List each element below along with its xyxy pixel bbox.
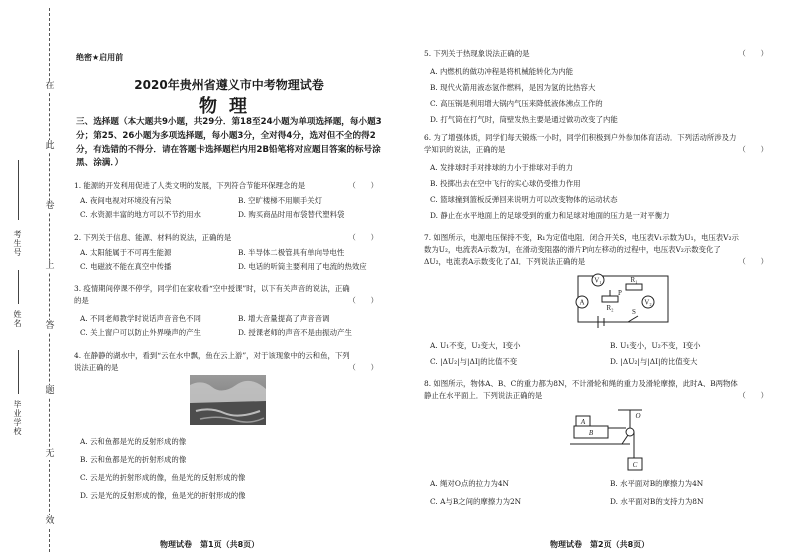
question-stem: 5. 下列关于热现象说法正确的是 — [424, 49, 530, 58]
option-c: C. 高压锅是利用增大锅内气压来降低液体沸点工作的 — [430, 99, 603, 108]
option-b: B. 投掷出去在空中飞行的实心球仍受推力作用 — [430, 179, 581, 188]
answer-paren: （ ） — [738, 49, 768, 58]
question-stem: 6. 为了增强体质，同学们每天锻炼一小时，同学们积极到户外参加体育活动．下列活动所涉及力学知识的说法，正确的是 — [424, 133, 737, 154]
question-8 — [424, 378, 776, 402]
question-stem: 8. 如图所示，物体A、B、C的重力都为8N，不计滑轮和绳的重力及滑轮摩擦，此时A、B两物体静止在水平面上．下列说法正确的是 — [424, 379, 738, 400]
option-c: C. 电磁波不能在真空中传播 — [80, 262, 172, 271]
option-d: D. 电话的听筒主要利用了电流的热效应 — [238, 262, 367, 271]
page-footer: 物理试卷 第1页（共8页） — [160, 540, 260, 549]
question-8-options — [424, 478, 776, 508]
circuit-label: P — [618, 289, 622, 297]
option-d: D. 授课老师的声音不是由振动产生 — [238, 328, 352, 337]
answer-paren: （ ） — [348, 296, 378, 305]
option-b: B. 水平面对B的摩擦力为4N — [610, 479, 704, 488]
pulley-label: B — [588, 429, 594, 437]
answer-paren: （ ） — [738, 145, 768, 154]
option-d: D. 打气筒在打气时，筒壁发热主要是通过做功改变了内能 — [430, 115, 618, 124]
field-line — [18, 350, 19, 394]
question-stem: 2. 下列关于信息、能源、材料的说法，正确的是 — [74, 233, 232, 242]
circuit-diagram — [568, 272, 678, 328]
binding-char: 效 — [45, 516, 55, 526]
option-d: D. 静止在水平地面上的足球受到的重力和足球对地面的压力是一对平衡力 — [430, 211, 670, 220]
option-a: A. U₁不变，U₂变大，I变小 — [430, 341, 521, 350]
question-3 — [74, 283, 386, 337]
answer-paren: （ ） — [348, 233, 378, 242]
circuit-label: R₁ — [630, 276, 638, 284]
option-b: B. 空旷楼梯不用顺手关灯 — [238, 196, 323, 205]
option-a: A. 内燃机的做功冲程是将机械能转化为内能 — [430, 67, 574, 76]
page-2 — [420, 0, 776, 560]
option-b: B. 云和鱼都是光的折射形成的像 — [80, 455, 187, 464]
option-d: D. 云是光的反射形成的像，鱼是光的折射形成的像 — [80, 491, 246, 500]
question-2 — [74, 232, 386, 274]
question-4 — [74, 350, 386, 374]
option-d: D. 水平面对B的支持力为8N — [610, 497, 704, 506]
option-c: C. |ΔU₂|与|ΔI|的比值不变 — [430, 357, 518, 366]
option-b: B. 半导体二极管具有单向导电性 — [238, 248, 345, 257]
question-7 — [424, 232, 776, 268]
answer-paren: （ ） — [348, 181, 378, 190]
field-line — [18, 160, 19, 220]
field-name: 姓名 — [13, 310, 22, 328]
binding-margin — [0, 0, 66, 560]
question-4-options — [74, 436, 386, 500]
question-1 — [74, 180, 386, 222]
binding-char: 上 — [45, 261, 55, 271]
option-b: B. 增大音量提高了声音音调 — [238, 314, 330, 323]
circuit-label: S — [632, 308, 636, 316]
pulley-label: A — [580, 418, 586, 426]
circuit-label: R₂ — [606, 304, 614, 312]
pulley-label: C — [632, 461, 638, 469]
lake-photo — [190, 375, 266, 425]
option-b: B. 现代火箭用液态氢作燃料，是因为氢的比热容大 — [430, 83, 596, 92]
option-c: C. 关上窗户可以防止外界噪声的产生 — [80, 328, 201, 337]
page-footer: 物理试卷 第2页（共8页） — [550, 540, 650, 549]
option-a: A. 太阳能属于不可再生能源 — [80, 248, 172, 257]
field-candidate-number: 考生号 — [13, 230, 22, 257]
answer-paren: （ ） — [738, 257, 768, 266]
circuit-label: V₂ — [644, 298, 652, 307]
binding-char: 答 — [45, 321, 55, 331]
question-5 — [424, 48, 776, 124]
page-1 — [70, 0, 388, 560]
question-stem: 4. 在静静的湖水中，看到“云在水中飘，鱼在云上游”，对于该现象中的云和鱼，下列说法正确的是 — [74, 351, 350, 372]
option-a: A. 不同老师教学时说话声音音色不同 — [80, 314, 201, 323]
binding-char: 此 — [45, 141, 55, 151]
binding-char: 在 — [45, 81, 55, 91]
answer-paren: （ ） — [738, 391, 768, 400]
option-a: A. 发排球时手对排球的力小于排球对手的力 — [430, 163, 574, 172]
option-a: A. 绳对O点的拉力为4N — [430, 479, 509, 488]
pulley-diagram — [570, 408, 650, 474]
option-a: A. 云和鱼都是光的反射形成的像 — [80, 437, 187, 446]
option-c: C. 篮球撞到篮板反弹回来说明力可以改变物体的运动状态 — [430, 195, 618, 204]
question-7-options — [424, 340, 776, 370]
question-6 — [424, 132, 776, 220]
secret-label: 绝密★启用前 — [76, 53, 124, 62]
circuit-label: A — [579, 298, 585, 307]
option-a: A. 夜间电视对环境没有污染 — [80, 196, 172, 205]
option-c: C. A与B之间的摩擦力为2N — [430, 497, 522, 506]
answer-paren: （ ） — [348, 363, 378, 372]
binding-char: 无 — [45, 449, 55, 459]
subject-title: 物理 — [199, 96, 259, 117]
section-instructions: 三、选择题（本大题共9小题，共29分．第18至24小题为单项选择题，每小题3分；第25、26小题为多项选择题，每小题3分，全对得4分，选对但不全的得2分，有选错的不得分．请在答题卡选择题栏内用2B铅笔将对应题目答案的标号涂黑、涂满．） — [76, 117, 382, 169]
pulley-label: O — [635, 412, 641, 420]
exam-title: 2020年贵州省遵义市中考物理试卷 — [134, 78, 324, 92]
option-c: C. 云是光的折射形成的像，鱼是光的反射形成的像 — [80, 473, 246, 482]
option-b: B. U₁变小，U₂不变，I变小 — [610, 341, 701, 350]
question-stem: 3. 疫情期间停课不停学，同学们在家收看“空中授课”时，以下有关声音的说法，正确的是 — [74, 284, 350, 305]
field-school: 毕业学校 — [13, 400, 22, 436]
option-c: C. 水资源丰富的地方可以不节约用水 — [80, 210, 201, 219]
option-d: D. |ΔU₂|与|ΔI|的比值变大 — [610, 357, 698, 366]
binding-char: 卷 — [45, 201, 55, 211]
option-d: D. 购买商品时用布袋替代塑料袋 — [238, 210, 345, 219]
circuit-label: V₁ — [594, 276, 602, 285]
question-stem: 7. 如图所示，电源电压保持不变，R₁为定值电阻．闭合开关S，电压表V₁示数为U₁，电压表V₂示数为U₂，电流表A示数为I，在滑动变阻器的滑片P向左移动的过程中，电压表V₂示数变化了ΔU₂，电流表A示数变化了ΔI．下列说法正确的是 — [424, 233, 739, 266]
field-line — [18, 270, 19, 304]
binding-char: 题 — [45, 386, 55, 396]
question-stem: 1. 能源的开发利用促进了人类文明的发展，下列符合节能环保理念的是 — [74, 181, 306, 190]
